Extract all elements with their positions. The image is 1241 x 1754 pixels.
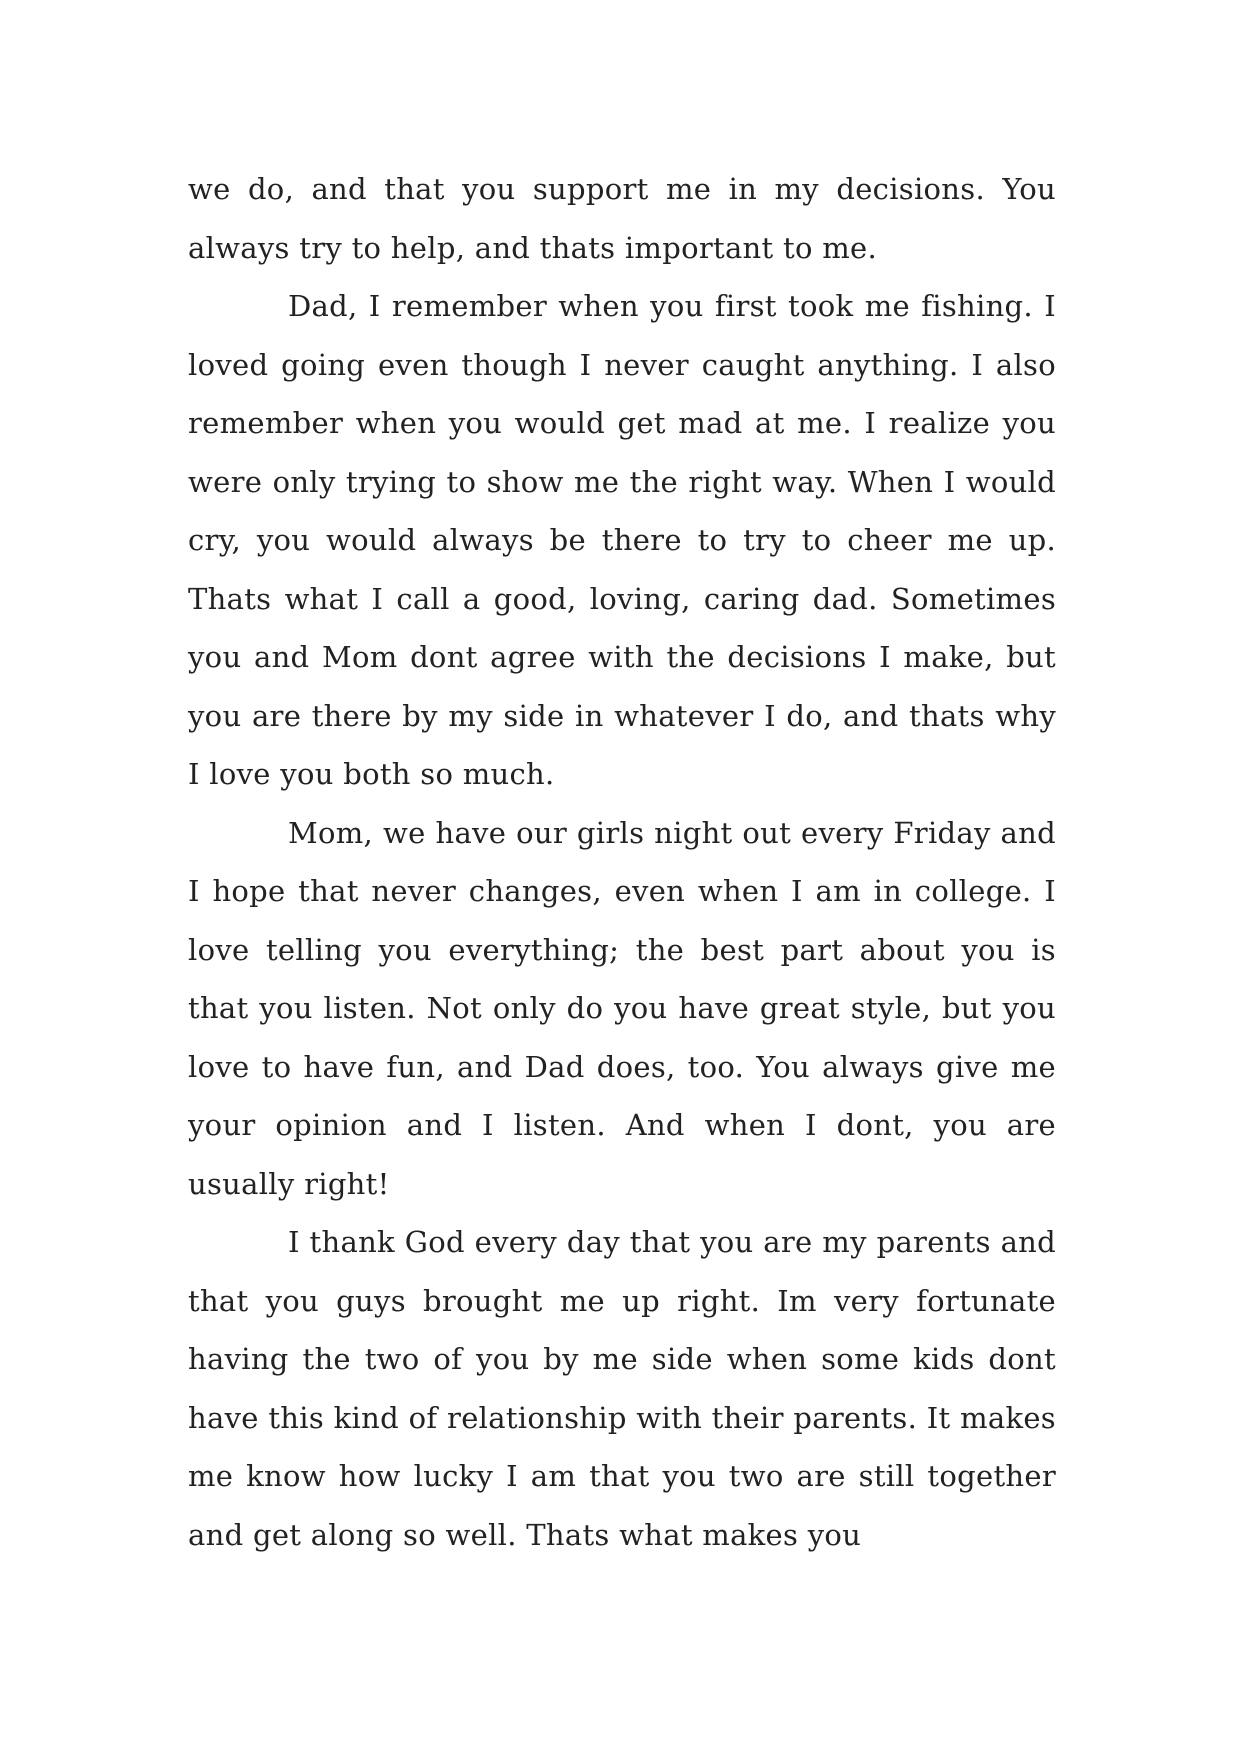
paragraph-thanks: I thank God every day that you are my parents and that you guys brought me up right. Im very fortunate having the two of you by me side when some kids dont have this kind of relationship with their parents. It makes me know how lucky I am that you two are still together and get along so well. Thats what makes you xyxy=(188,1225,1056,1552)
letter-body xyxy=(188,160,1056,1564)
paragraph-dad: Dad, I remember when you first took me fishing. I loved going even though I never caught anything. I also remember when you would get mad at me. I realize you were only trying to show me the right way. When I would cry, you would always be there to try to cheer me up. Thats what I call a good, loving, caring dad. Sometimes you and Mom dont agree with the decisions I make, but you are there by my side in whatever I do, and thats why I love you both so much. xyxy=(188,289,1056,791)
paragraph-continuation: we do, and that you support me in my decisions. You always try to help, and thats important to me. xyxy=(188,172,1056,265)
paragraph-mom: Mom, we have our girls night out every Friday and I hope that never changes, even when I am in college. I love telling you everything; the best part about you is that you listen. Not only do you have great style, but you love to have fun, and Dad does, too. You always give me your opinion and I listen. And when I dont, you are usually right! xyxy=(188,815,1056,1201)
